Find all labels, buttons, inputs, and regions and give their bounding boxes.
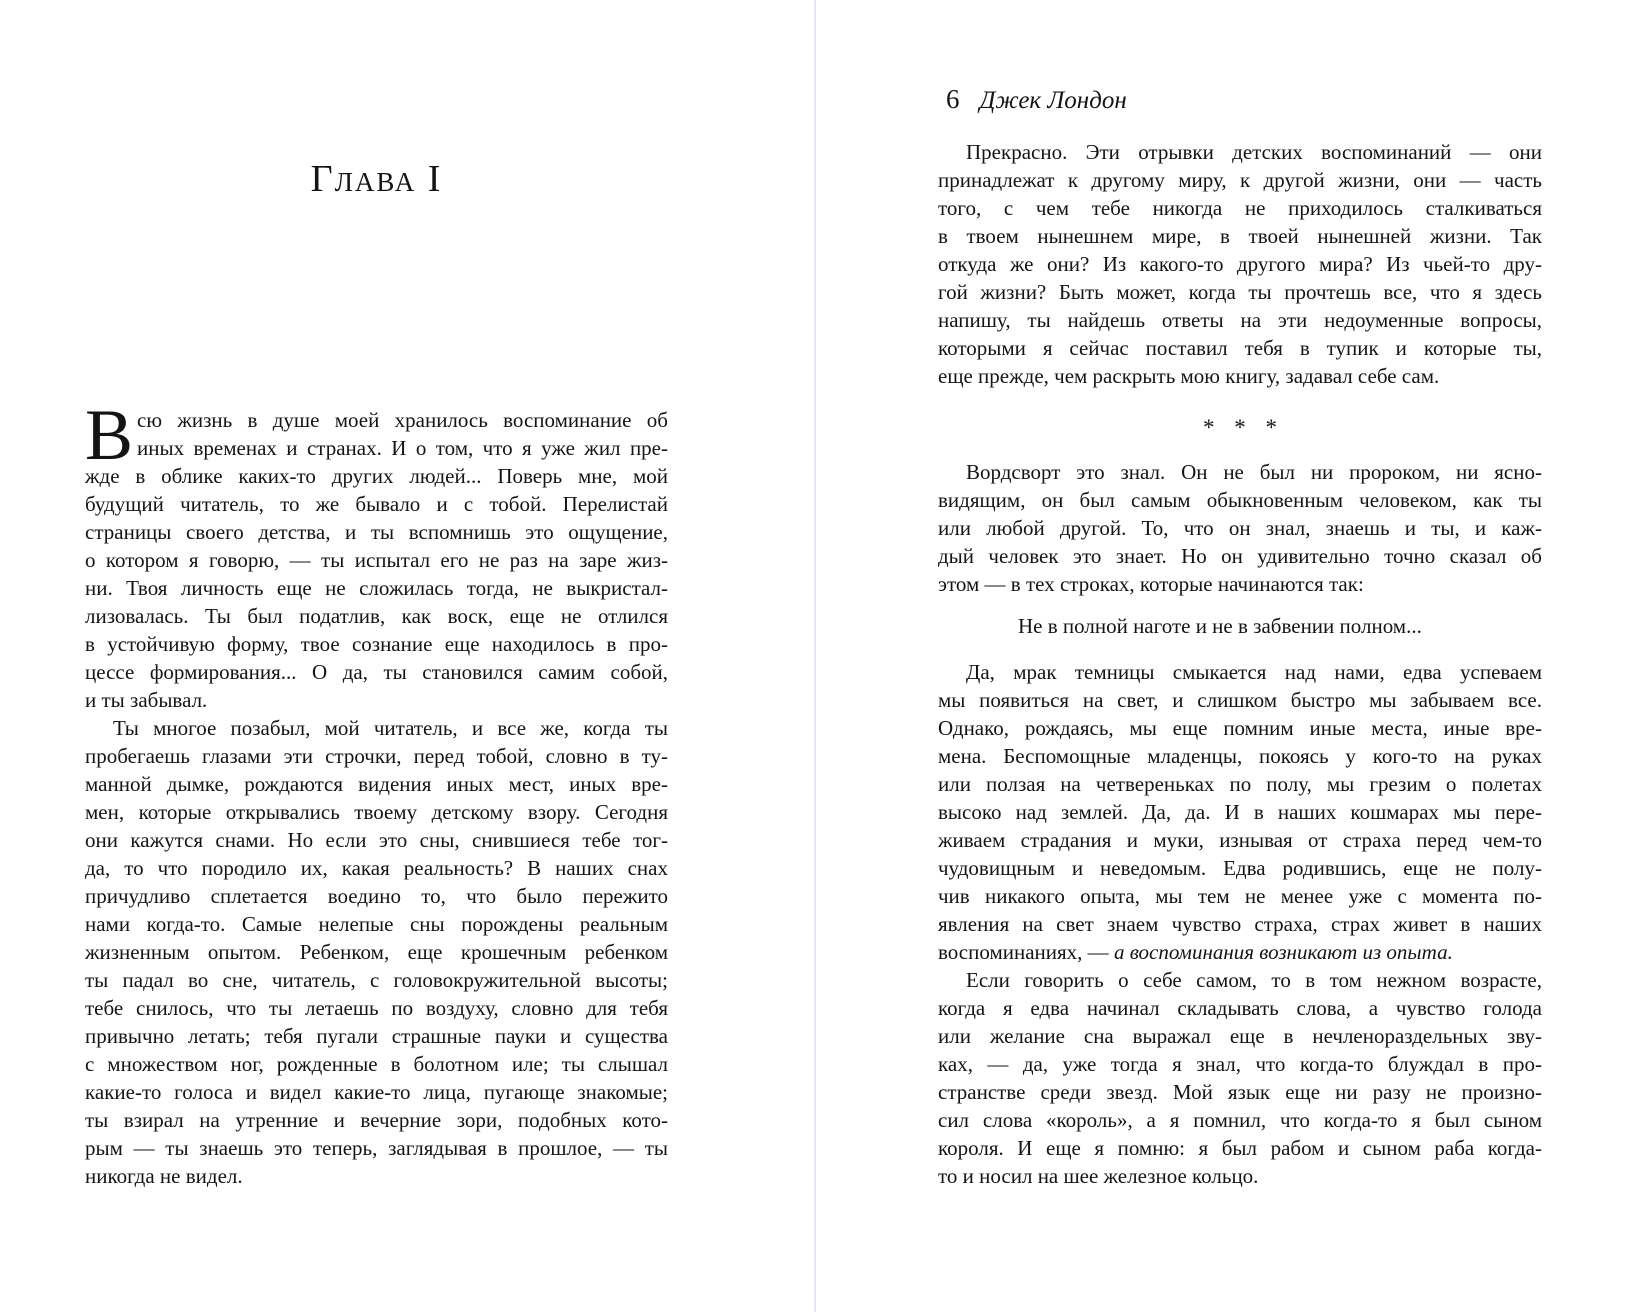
paragraph (938, 658, 1542, 966)
text-line: причудливо сплетается воедино то, что было пережито (85, 884, 668, 908)
text-line: сил слова «король», а я помнил, что когда-то я был сыном (938, 1108, 1542, 1132)
text-line: Ты многое позабыл, мой читатель, и все же, когда ты (113, 716, 668, 740)
text-line: Если говорить о себе самом, то в том нежном возрасте, (966, 968, 1542, 992)
paragraph (938, 458, 1542, 598)
text-line: привычно летать; тебя пугали страшные пауки и существа (85, 1024, 668, 1048)
text-line: какие-то голоса и видел какие-то лица, пугающе знакомые; (85, 1080, 668, 1104)
text-line: напишу, ты найдешь ответы на эти недоуменные вопросы, (938, 308, 1542, 332)
paragraph (938, 138, 1542, 390)
paragraph (85, 714, 668, 1190)
text-line: они кажутся снами. Но если это сны, снившиеся тебе тог- (85, 828, 668, 852)
paragraph (938, 966, 1542, 1190)
text-line: или желание сна выражал еще в нечленораздельных зву- (938, 1024, 1542, 1048)
left-page-text (85, 395, 668, 1190)
text-line: в твоем нынешнем мире, в твоей нынешней жизни. Так (938, 224, 1542, 248)
text-line: Прекрасно. Эти отрывки детских воспоминаний — они (966, 140, 1542, 164)
text-line: когда я едва начинал складывать слова, а чувство голода (938, 996, 1542, 1020)
left-page (85, 0, 668, 1312)
text-line: никогда не видел. (85, 1164, 243, 1188)
page-number: 6 (946, 84, 960, 114)
text-line: мы появиться на свет, и слишком быстро мы забываем все. (938, 688, 1542, 712)
text-line: Да, мрак темницы смыкается над нами, едва успеваем (966, 660, 1542, 684)
text-line: или любой другой. То, что он знал, знаешь и ты, и каж- (938, 516, 1542, 540)
paragraph (85, 395, 668, 714)
text-line: явления на свет знаем чувство страха, страх живет в наших (938, 912, 1542, 936)
text-line: манной дымке, рождаются видения иных мест, иных вре- (85, 772, 668, 796)
text-line: тебе снилось, что ты летаешь по воздуху, словно для тебя (85, 996, 668, 1020)
right-page (938, 0, 1542, 1312)
text-line: будущий читатель, то же бывало и с тобой. Перелистай (85, 492, 668, 516)
page-divider (814, 0, 816, 1312)
text-line: живаем страдания и муки, изнывая от страха перед чем-то (938, 828, 1542, 852)
text-line: рым — ты знаешь это теперь, заглядывая в прошлое, — ты (85, 1136, 668, 1160)
text-line: то и носил на шее железное кольцо. (938, 1164, 1259, 1188)
text-line: видящим, он был самым обыкновенным человеком, как ты (938, 488, 1542, 512)
text-line: лизовалась. Ты был податлив, как воск, еще не отлился (85, 604, 668, 628)
text-line: страницы своего детства, и ты вспомнишь это ощущение, (85, 520, 668, 544)
text-line: ты взирал на утренние и вечерние зори, подобных кото- (85, 1108, 668, 1132)
text-line: еще прежде, чем раскрыть мою книгу, задавал себе сам. (938, 364, 1440, 388)
text-line: того, с чем тебе никогда не приходилось сталкиваться (938, 196, 1542, 220)
text-line: иных временах и странах. И о том, что я уже жил пре- (137, 436, 668, 460)
text-line: принадлежат к другому миру, к другой жизни, они — часть (938, 168, 1542, 192)
text-line: мен, которые открывались твоему детскому взору. Сегодня (85, 800, 668, 824)
text-line: или ползая на четвереньках по полу, мы грезим о полетах (938, 772, 1542, 796)
text-line: ни. Твоя личность еще не сложилась тогда, не выкристал- (85, 576, 668, 600)
running-title: Джек Лондон (979, 87, 1127, 114)
text-line: чив никакого опыта, мы тем не менее уже с момента по- (938, 884, 1542, 908)
text-line: гой жизни? Быть может, когда ты прочтешь все, что я здесь (938, 280, 1542, 304)
text-line: цессе формирования... О да, ты становился самим собой, (85, 660, 668, 684)
text-line: дый человек это знает. Но он удивительно точно сказал об (938, 544, 1542, 568)
text-line: Однако, рождаясь, мы еще помним иные места, иные вре- (938, 716, 1542, 740)
verse-line: Не в полной наготе и не в забвении полном... (1018, 614, 1422, 638)
text-line: Вордсворт это знал. Он не был ни пророком, ни ясно- (966, 460, 1542, 484)
text-line: ках, — да, уже тогда я знал, что когда-то блуждал в про- (938, 1052, 1542, 1076)
text-line: жде в облике каких-то других людей... Поверь мне, мой (85, 464, 668, 488)
drop-cap: В (85, 395, 134, 475)
right-page-text (938, 658, 1542, 1190)
text-line: с множеством ног, рожденные в болотном иле; ты слышал (85, 1052, 668, 1076)
text-line: мена. Беспомощные младенцы, покоясь у кого-то на руках (938, 744, 1542, 768)
text-line: пробегаешь глазами эти строчки, перед тобой, словно в ту- (85, 744, 668, 768)
text-line: короля. И еще я помню: я был рабом и сыном раба когда- (938, 1136, 1542, 1160)
text-line: странстве среди звезд. Мой язык еще ни разу не произно- (938, 1080, 1542, 1104)
running-header (946, 86, 1127, 113)
text-line: чудовищным и неведомым. Едва родившись, еще не полу- (938, 856, 1542, 880)
text-line: и ты забывал. (85, 688, 208, 712)
chapter-heading: Глава I (310, 158, 443, 200)
text-line: жизненным опытом. Ребенком, еще крошечным ребенком (85, 940, 668, 964)
text-line: сю жизнь в душе моей хранилось воспоминание об (137, 408, 668, 432)
section-separator: * * * (1203, 415, 1277, 440)
text-line: да, то что породило их, какая реальность? В наших снах (85, 856, 668, 880)
text-line: высоко над землей. Да, да. И в наших кошмарах мы пере- (938, 800, 1542, 824)
text-line: этом — в тех строках, которые начинаются так: (938, 572, 1364, 596)
text-line: в устойчивую форму, твое сознание еще находилось в про- (85, 632, 668, 656)
text-line: воспоминаниях, — а воспоминания возникают из опыта. (938, 940, 1453, 964)
text-line: нами когда-то. Самые нелепые сны порождены реальным (85, 912, 668, 936)
text-line: ты падал во сне, читатель, с головокружительной высоты; (85, 968, 668, 992)
text-line: о котором я говорю, — ты испытал его не раз на заре жиз- (85, 548, 668, 572)
text-line: откуда же они? Из какого-то другого мира? Из чьей-то дру- (938, 252, 1542, 276)
text-line: которыми я сейчас поставил тебя в тупик и которые ты, (938, 336, 1542, 360)
